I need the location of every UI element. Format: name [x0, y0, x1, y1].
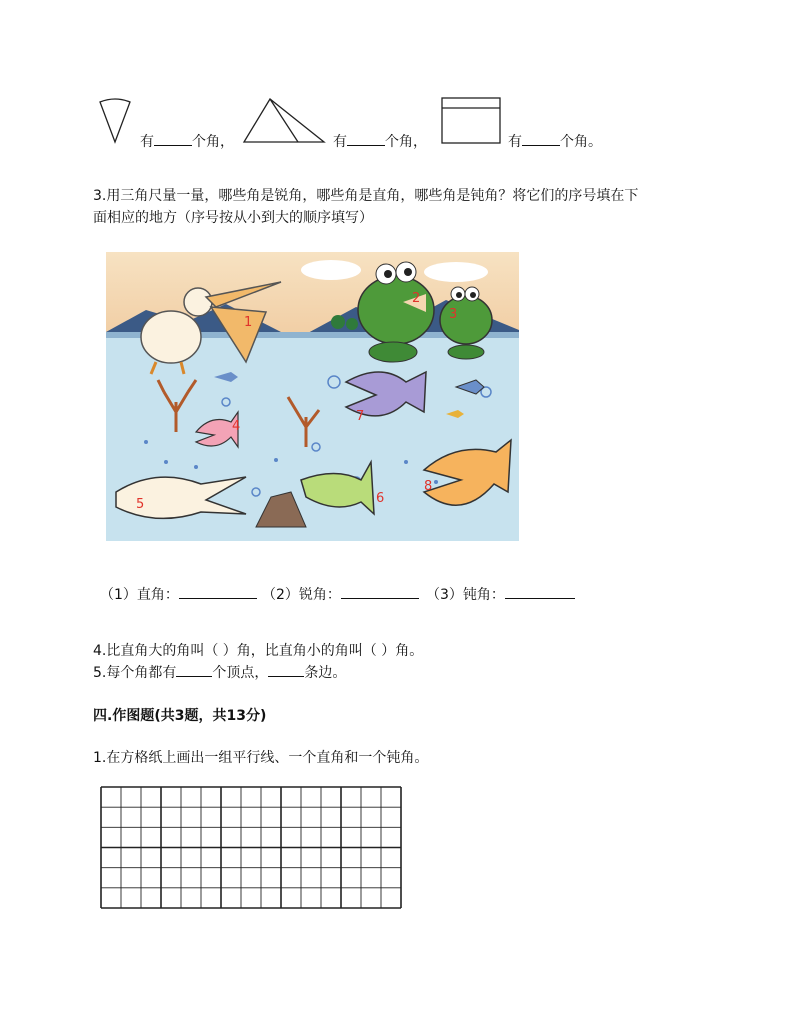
acute-angle-blank[interactable]: [341, 584, 419, 599]
shape1-answer: 有 个角，: [140, 131, 234, 152]
q4-text: 4.比直角大的角叫（ ）角，比直角小的角叫（ ）角。: [93, 643, 424, 659]
q3-text-line2: 面相应的地方（序号按从小到大的顺序填写）: [93, 210, 373, 226]
picture-number-3: 3: [449, 307, 458, 322]
picture-number-7: 7: [356, 409, 365, 424]
draw-q1-text: 1.在方格纸上画出一组平行线、一个直角和一个钝角。: [93, 750, 429, 766]
answer-right-angle: （1）直角：: [100, 584, 257, 605]
right-angle-blank[interactable]: [179, 584, 257, 599]
q5-text: 5.每个角都有 个顶点， 条边。: [93, 662, 346, 683]
shape3-answer: 有 个角。: [508, 131, 602, 152]
angle-illustration: [106, 252, 519, 541]
triangle-shape: [242, 96, 326, 146]
picture-number-8: 8: [424, 479, 433, 494]
obtuse-angle-blank[interactable]: [505, 584, 575, 599]
cone-shape: [97, 98, 133, 146]
q5-blank-vertices[interactable]: [176, 662, 212, 677]
grid-paper[interactable]: [100, 786, 402, 909]
picture-number-5: 5: [136, 497, 145, 512]
picture-number-4: 4: [232, 419, 241, 434]
picture-number-1: 1: [244, 315, 253, 330]
shape2-blank[interactable]: [347, 131, 385, 146]
q5-blank-sides[interactable]: [268, 662, 304, 677]
shape1-blank[interactable]: [154, 131, 192, 146]
shape2-answer: 有 个角，: [333, 131, 427, 152]
rectangle-shape: [441, 97, 501, 145]
picture-number-2: 2: [412, 291, 421, 306]
q3-text-line1: 3.用三角尺量一量，哪些角是锐角，哪些角是直角，哪些角是钝角？将它们的序号填在下: [93, 188, 639, 204]
answer-acute-angle: （2）锐角：: [262, 584, 419, 605]
answer-obtuse-angle: （3）钝角：: [426, 584, 575, 605]
shape3-blank[interactable]: [522, 131, 560, 146]
section4-title: 四.作图题(共3题，共13分): [93, 708, 267, 724]
picture-number-6: 6: [376, 491, 385, 506]
